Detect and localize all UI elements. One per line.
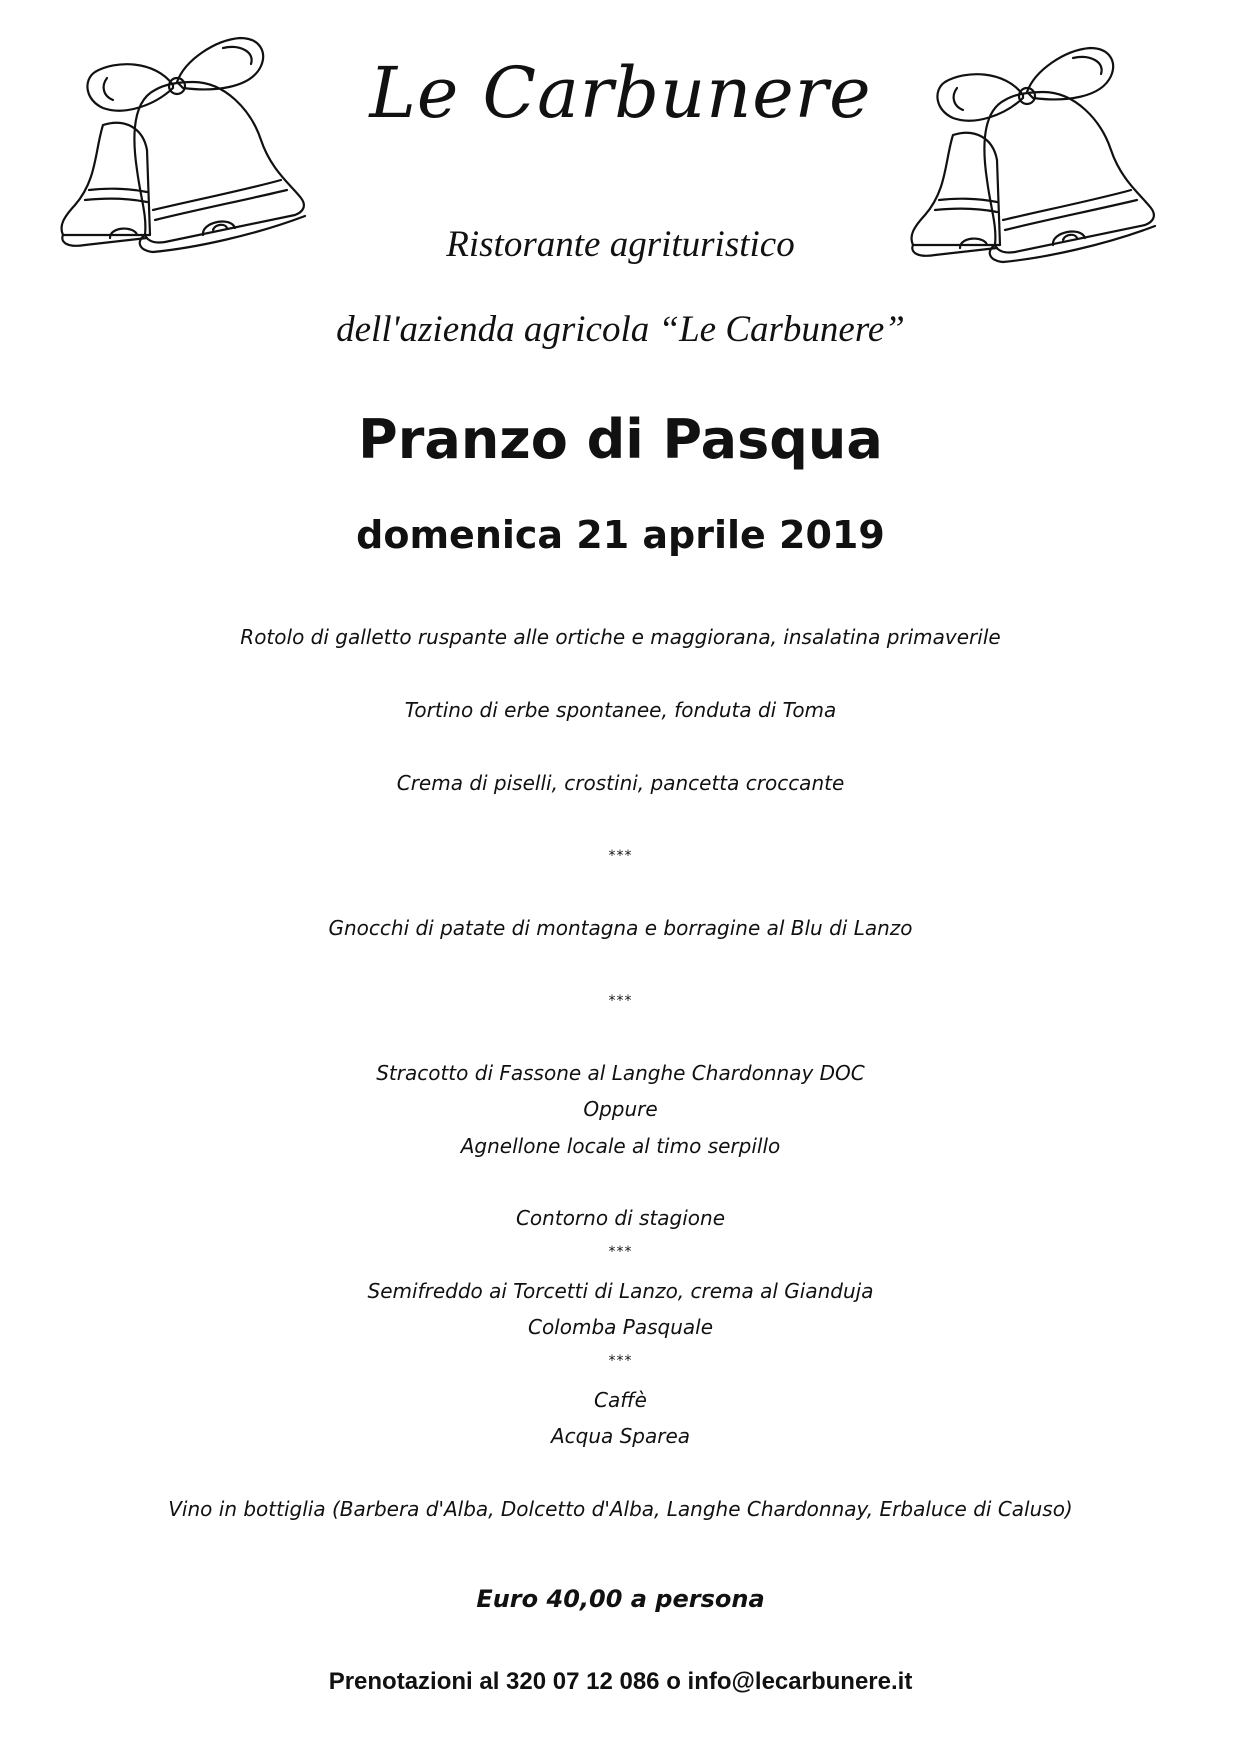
restaurant-name: Le Carbunere (369, 52, 872, 134)
event-date: domenica 21 aprile 2019 (356, 513, 885, 557)
menu-item-antipasto-3: Crema di piselli, crostini, pancetta croccante (396, 771, 845, 795)
menu-item-secondo-1: Stracotto di Fassone al Langhe Chardonnay DOC (376, 1061, 865, 1085)
menu-separator: *** (608, 993, 633, 1009)
menu-separator: *** (608, 1353, 633, 1369)
event-title: Pranzo di Pasqua (358, 408, 883, 471)
menu-item-dolce-2: Colomba Pasquale (527, 1315, 713, 1339)
price-per-person: Euro 40,00 a persona (476, 1585, 765, 1613)
menu-item-contorno: Contorno di stagione (515, 1206, 726, 1230)
subtitle-line-2: dell'azienda agricola “Le Carbunere” (336, 309, 905, 350)
menu-item-dolce-1: Semifreddo ai Torcetti di Lanzo, crema al Gianduja (367, 1279, 874, 1303)
menu-item-caffe: Caffè (594, 1388, 647, 1412)
menu-separator: *** (608, 848, 633, 864)
menu-item-vino: Vino in bottiglia (Barbera d'Alba, Dolcetto d'Alba, Langhe Chardonnay, Erbaluce di Caluso) (168, 1497, 1073, 1521)
menu-item-acqua: Acqua Sparea (550, 1424, 691, 1448)
subtitle-line-1: Ristorante agrituristico (446, 224, 795, 265)
menu-item-antipasto-1: Rotolo di galletto ruspante alle ortiche e maggiorana, insalatina primaverile (240, 625, 1001, 649)
menu-item-secondo-2: Agnellone locale al timo serpillo (460, 1134, 781, 1158)
menu-item-oppure: Oppure (583, 1097, 658, 1121)
menu-item-primo: Gnocchi di patate di montagna e borragine al Blu di Lanzo (328, 916, 913, 940)
menu-separator: *** (608, 1244, 633, 1260)
menu-item-antipasto-2: Tortino di erbe spontanee, fonduta di Toma (404, 698, 837, 722)
reservations-contact: Prenotazioni al 320 07 12 086 o info@lecarbunere.it (328, 1668, 913, 1695)
